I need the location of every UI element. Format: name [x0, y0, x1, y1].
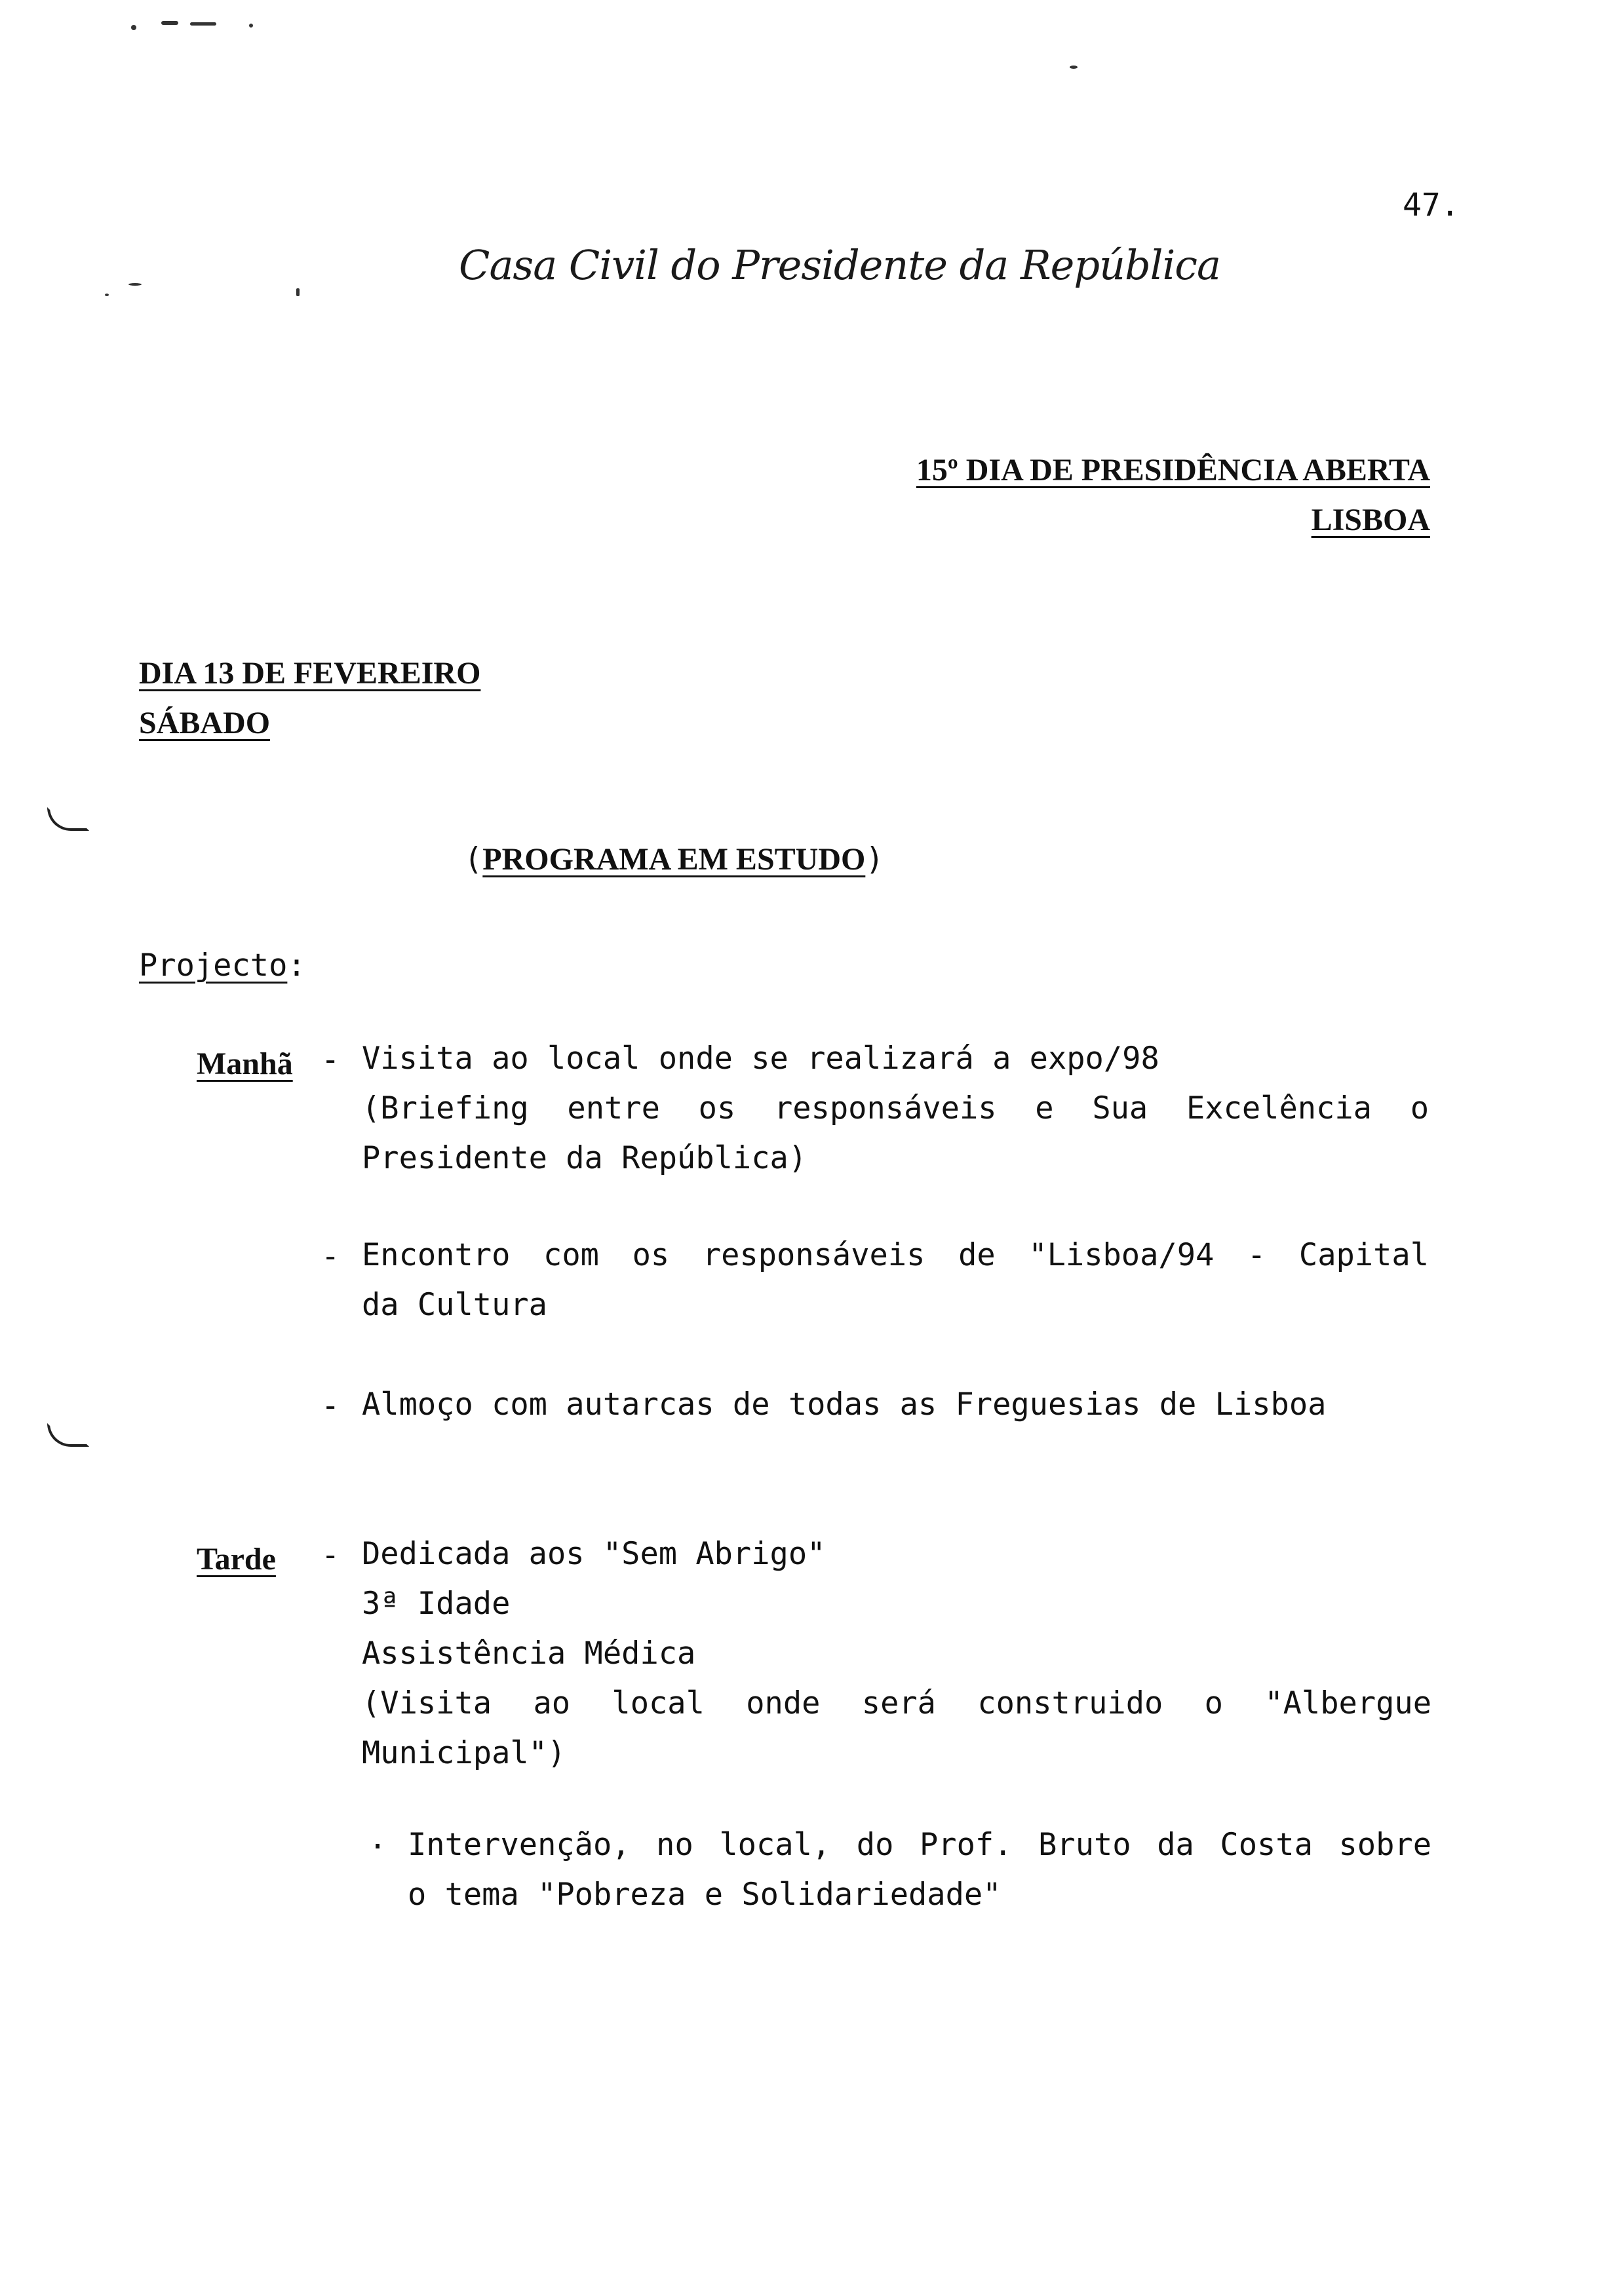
letterhead: Casa Civil do Presidente da República — [459, 241, 1220, 289]
programa-heading — [464, 841, 884, 877]
manha-item-line: Presidente da República) — [362, 1140, 808, 1176]
programa-text: PROGRAMA EM ESTUDO — [482, 842, 866, 877]
programa-open-paren: ( — [464, 841, 483, 877]
page-number: 47. — [1403, 187, 1460, 223]
tarde-bullet-line: o tema "Pobreza e Solidariedade" — [408, 1877, 1002, 1913]
projecto-colon: : — [287, 947, 306, 984]
scan-hole-mark — [47, 1423, 89, 1447]
manha-item-almoco — [362, 1380, 1326, 1430]
date-block — [139, 649, 480, 748]
tarde-dash: - — [321, 1537, 340, 1573]
scan-speck — [105, 294, 109, 296]
manha-item-line: Visita ao local onde se realizará a expo/98 — [362, 1041, 1159, 1077]
scan-speck — [128, 283, 142, 286]
tarde-line: 3ª Idade — [362, 1586, 511, 1622]
almoco-dash: - — [321, 1388, 340, 1424]
date-line: DIA 13 DE FEVEREIRO — [139, 656, 481, 691]
manha-dash: - — [321, 1042, 340, 1078]
scan-speck — [296, 288, 300, 296]
title-line: 15º DIA DE PRESIDÊNCIA ABERTA — [916, 453, 1430, 488]
scan-speck — [161, 21, 178, 25]
encontro-dash: - — [321, 1238, 340, 1274]
tarde-bullet-line: Intervenção, no local, do Prof. Bruto da Costa sobre — [408, 1827, 1431, 1863]
manha-item-line: (Briefing entre os responsáveis e Sua Excelência o — [362, 1090, 1429, 1126]
programa-close-paren: ) — [865, 841, 884, 877]
weekday-line: SÁBADO — [139, 706, 271, 740]
scan-speck — [131, 25, 136, 30]
manha-item-visita — [362, 1034, 1429, 1183]
manha-item-line: da Cultura — [362, 1287, 547, 1323]
projecto-label: Projecto — [139, 947, 288, 984]
scan-speck — [1070, 66, 1078, 69]
projecto-heading — [139, 947, 306, 984]
tarde-line: Assistência Médica — [362, 1636, 696, 1672]
manha-item-line: Almoço com autarcas de todas as Freguesias de Lisboa — [362, 1387, 1327, 1423]
manha-label: Manhã — [197, 1046, 293, 1081]
scan-speck — [249, 24, 253, 28]
scan-speck — [190, 22, 216, 26]
tarde-line: (Visita ao local onde será construido o "Albergue — [362, 1685, 1431, 1721]
tarde-line: Municipal") — [362, 1735, 566, 1771]
tarde-label: Tarde — [197, 1542, 276, 1577]
tarde-bullet: . — [368, 1820, 387, 1856]
scan-hole-mark — [47, 807, 89, 831]
manha-item-line: Encontro com os responsáveis de "Lisboa/94 - Capital — [362, 1237, 1429, 1273]
tarde-line: Dedicada aos "Sem Abrigo" — [362, 1536, 826, 1572]
title-city: LISBOA — [1311, 503, 1430, 537]
tarde-items — [362, 1529, 1431, 1778]
document-title — [916, 446, 1430, 545]
manha-item-encontro — [362, 1231, 1429, 1330]
tarde-bullet-item — [408, 1820, 1431, 1920]
